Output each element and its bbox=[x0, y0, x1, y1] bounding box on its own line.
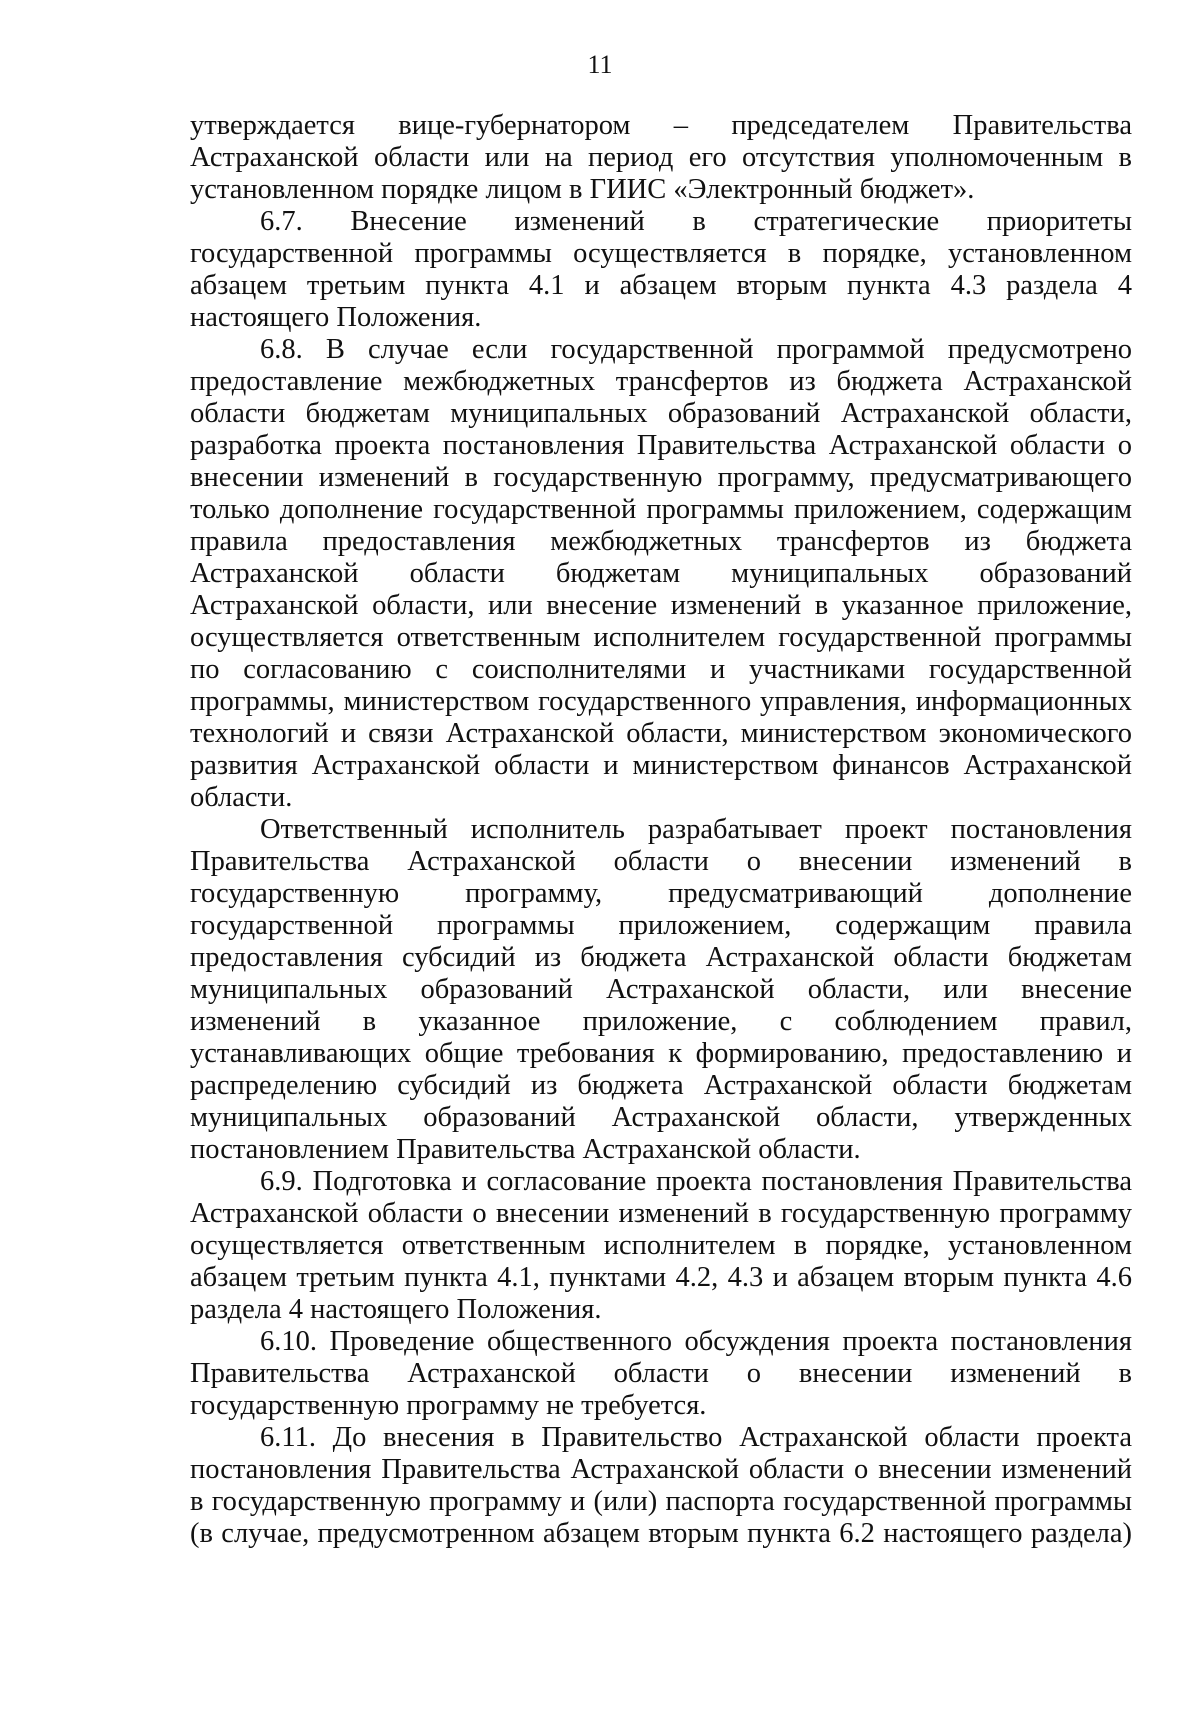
paragraph-6-7: 6.7. Внесение изменений в стратегические приоритеты государственной программы осуществляется в порядке, установленном абзацем третьим пункта 4.1 и абзацем вторым пункта 4.3 раздела 4 настоящего Положения. bbox=[190, 206, 1132, 333]
paragraph-continuation: утверждается вице-губернатором – председателем Правительства Астраханской области или на период его отсутствия уполномоченным в установленном порядке лицом в ГИИС «Электронный бюджет». bbox=[190, 110, 1132, 205]
paragraph-6-11: 6.11. До внесения в Правительство Астраханской области проекта постановления Правительства Астраханской области о внесении изменений в государственную программу и (или) паспорта государственной программы (в случае, предусмотренном абзацем вторым пункта 6.2 настоящего раздела) bbox=[190, 1422, 1132, 1549]
page-number: 11 bbox=[587, 50, 613, 79]
paragraph-6-8: 6.8. В случае если государственной программой предусмотрено предоставление межбюджетных трансфертов из бюджета Астраханской области бюджетам муниципальных образований Астраханской области, разработка проекта постановления Правительства Астраханской области о внесении изменений в государственную программу, предусматривающего только дополнение государственной программы приложением, содержащим правила предоставления межбюджетных трансфертов из бюджета Астраханской области бюджетам муниципальных образований Астраханской области, или внесение изменений в указанное приложение, осуществляется ответственным исполнителем государственной программы по согласованию с соисполнителями и участниками государственной программы, министерством государственного управления, информационных технологий и связи Астраханской области, министерством экономического развития Астраханской области и министерством финансов Астраханской области. bbox=[190, 334, 1132, 813]
paragraph-responsible-executor: Ответственный исполнитель разрабатывает проект постановления Правительства Астраханской области о внесении изменений в государственную программу, предусматривающий дополнение государственной программы приложением, содержащим правила предоставления субсидий из бюджета Астраханской области бюджетам муниципальных образований Астраханской области, или внесение изменений в указанное приложение, с соблюдением правил, устанавливающих общие требования к формированию, предоставлению и распределению субсидий из бюджета Астраханской области бюджетам муниципальных образований Астраханской области, утвержденных постановлением Правительства Астраханской области. bbox=[190, 814, 1132, 1165]
paragraph-6-10: 6.10. Проведение общественного обсуждения проекта постановления Правительства Астраханской области о внесении изменений в государственную программу не требуется. bbox=[190, 1326, 1132, 1421]
paragraph-6-9: 6.9. Подготовка и согласование проекта постановления Правительства Астраханской области о внесении изменений в государственную программу осуществляется ответственным исполнителем в порядке, установленном абзацем третьим пункта 4.1, пунктами 4.2, 4.3 и абзацем вторым пункта 4.6 раздела 4 настоящего Положения. bbox=[190, 1166, 1132, 1325]
document-body bbox=[190, 110, 1132, 1550]
